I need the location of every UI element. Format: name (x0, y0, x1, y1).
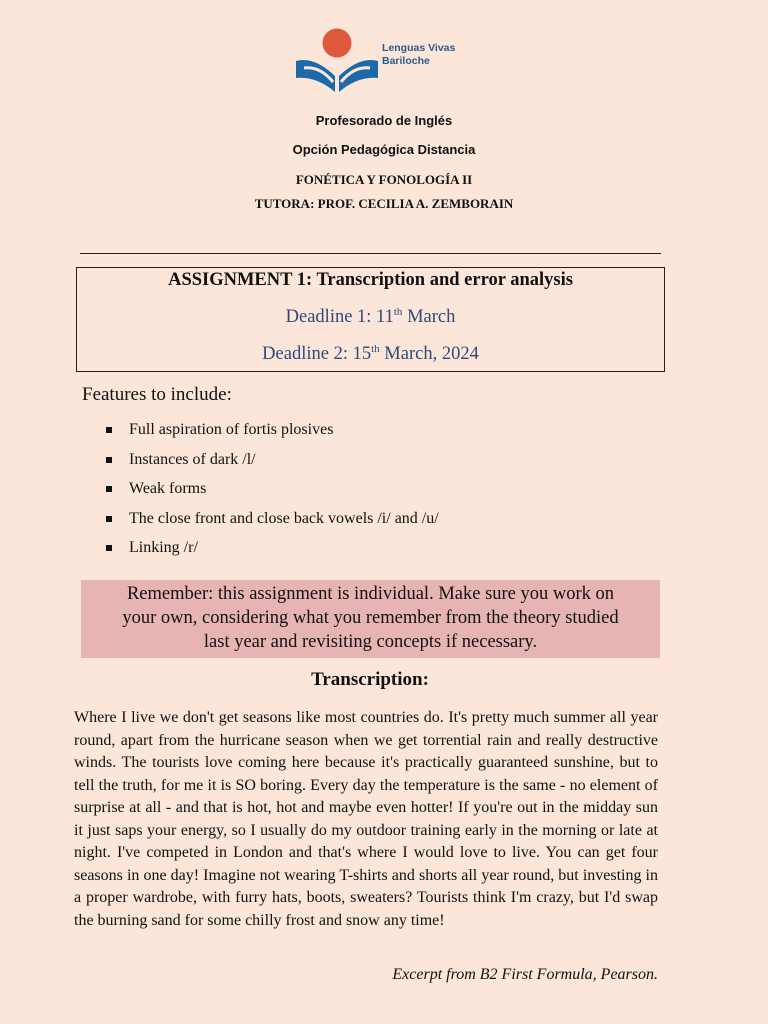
bullet-icon (106, 516, 112, 522)
deadline-1-ordinal: th (393, 306, 403, 318)
program-name: Profesorado de Inglés (315, 113, 453, 128)
tutor-name: TUTORA: PROF. CECILIA A. ZEMBORAIN (254, 196, 514, 211)
reminder-line-2: your own, considering what you remember from the theory studied (122, 608, 619, 628)
bullet-icon (106, 457, 112, 463)
divider-line (80, 253, 661, 254)
deadline-1 (77, 306, 664, 328)
program-option: Opción Pedagógica Distancia (292, 142, 476, 157)
subject-name: FONÉTICA Y FONOLOGÍA II (295, 172, 473, 187)
list-item (106, 420, 439, 450)
list-item-text: Linking /r/ (129, 539, 198, 556)
logo-line1: Lenguas Vivas (382, 42, 456, 54)
reminder-line-3: last year and revisiting concepts if necessary. (203, 632, 538, 652)
assignment-title: ASSIGNMENT 1: Transcription and error analysis (168, 270, 573, 290)
transcription-heading: Transcription: (311, 669, 429, 690)
bullet-icon (106, 427, 112, 433)
deadline-2 (77, 343, 664, 365)
deadline-1-suffix: March (402, 307, 456, 327)
deadline-2-suffix: March, 2024 (379, 344, 479, 364)
features-heading: Features to include: (82, 384, 232, 405)
list-item-text: Full aspiration of fortis plosives (129, 421, 334, 438)
reminder-box (81, 580, 660, 658)
list-item (106, 479, 439, 509)
features-list (106, 420, 439, 568)
bullet-icon (106, 545, 112, 551)
list-item-text: Weak forms (129, 480, 207, 497)
deadline-2-prefix: Deadline 2: 15 (262, 344, 372, 364)
logo-line2: Bariloche (382, 55, 430, 67)
list-item-text: Instances of dark /l/ (129, 450, 256, 468)
deadline-1-prefix: Deadline 1: 11 (285, 307, 394, 327)
deadline-2-ordinal: th (371, 343, 380, 355)
bullet-icon (106, 486, 112, 492)
open-book-sun-icon (292, 26, 382, 100)
reminder-line-1: Remember: this assignment is individual. Make sure you work on (126, 584, 615, 604)
passage-source: Excerpt from B2 First Formula, Pearson. (392, 966, 658, 983)
institution-logo (292, 26, 464, 100)
list-item (106, 509, 439, 539)
transcription-passage: Where I live we don't get seasons like most countries do. It's pretty much summer all year round, apart from the hurricane season when we get torrential rain and really destructive winds. The tourists love coming here because it's practically guaranteed sunshine, but to tell the truth, for me it is SO boring. Every day the temperature is the same - no element of surprise at all - and that is hot, hot and maybe even hotter! If you're out in the midday sun it just saps your energy, so I usually do my outdoor training early in the morning or late at night. I've competed in London and that's where I would love to live. You can get four seasons in one day! Imagine not wearing T-shirts and shorts all year round, but investing in a proper wardrobe, with furry hats, boots, sweaters? Tourists think I'm crazy, but I'd swap the burning sand for some chilly frost and snow any time! (74, 709, 658, 929)
list-item (106, 538, 439, 568)
list-item-text: The close front and close back vowels /i/ and /u/ (129, 509, 439, 527)
logo-text (382, 42, 455, 68)
list-item (106, 450, 439, 480)
assignment-box (76, 267, 665, 372)
